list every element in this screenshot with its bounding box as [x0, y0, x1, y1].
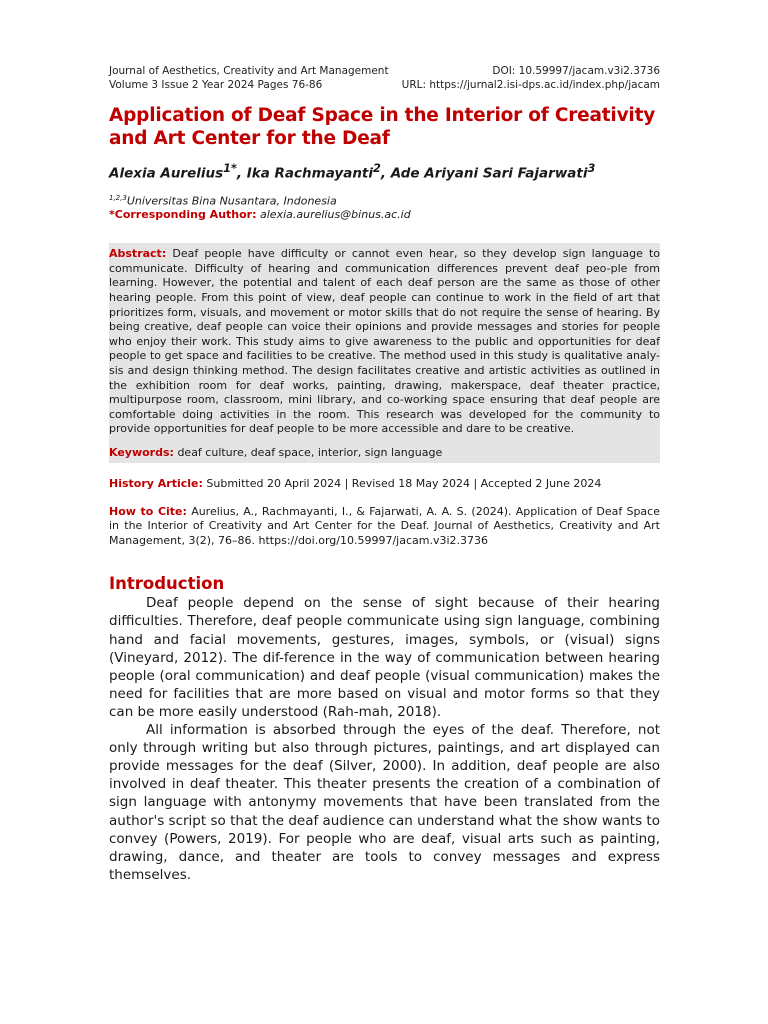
author-1: Alexia Aurelius	[109, 165, 224, 182]
keywords-label: Keywords:	[109, 445, 174, 459]
affiliation-sup: 1,2,3	[109, 193, 127, 202]
corresponding-email: alexia.aurelius@binus.ac.id	[260, 208, 411, 222]
corresponding-author	[109, 208, 660, 222]
issue-info: Volume 3 Issue 2 Year 2024 Pages 76-86	[109, 79, 323, 91]
corresponding-label: *Corresponding Author:	[109, 208, 257, 222]
journal-url: URL: https://jurnal2.isi-dps.ac.id/index.php/jacam	[401, 79, 660, 91]
author-2: Ika Rachmayanti	[246, 165, 374, 182]
history-text: Submitted 20 April 2024 | Revised 18 May 2024 | Accepted 2 June 2024	[206, 476, 602, 490]
abstract-box	[109, 243, 660, 463]
article-history	[109, 477, 660, 491]
author-list: Alexia Aurelius$^{1*}$, Ika Rachmayanti$^2$, Ade Ariyani Sari Fajarwati$^3$	[109, 162, 596, 182]
history-label: History Article:	[109, 476, 203, 490]
affiliation	[109, 191, 660, 209]
section-heading-introduction: Introduction	[109, 574, 225, 594]
cite-text: Aurelius, A., Rachmayanti, I., & Fajarwati, A. A. S. (2024). Application of Deaf Space in the Interior of Creativity and Art Center for the Deaf. Journal of Aesthetics, Creativity and Art Management, 3(2), 76–86. https://doi.org/10.59997/jacam.v3i2.3736	[109, 504, 660, 547]
cite-label: How to Cite:	[109, 504, 187, 518]
doi: DOI: 10.59997/jacam.v3i2.3736	[492, 65, 660, 77]
intro-paragraph-2: All information is absorbed through the eyes of the deaf. Therefore, not only through writing but also through pictures, paintings, and art displayed can provide messages for the deaf (Silver, 2000). In addition, deaf people are also involved in deaf theater. This theater presents the creation of a combination of sign language with antonymy movements that have been translated from the author's script so that the deaf audience can understand what the show wants to convey (Powers, 2019). For people who are deaf, visual arts such as painting, drawing, dance, and theater are tools to convey messages and express themselves.	[109, 722, 660, 883]
paper-page	[109, 64, 660, 884]
abstract	[109, 247, 660, 437]
keywords	[109, 446, 660, 460]
intro-paragraph-1: Deaf people depend on the sense of sight because of their hearing difficulties. Therefore, deaf people communicate using sign language, combining hand and facial movements, gestures, images, symbols, or (visual) signs (Vineyard, 2012). The dif-ference in the way of communication between hearing people (oral communication) and deaf people (visual communication) makes the need for facilities that are more based on visual and motor forms so that they can be more easily understood (Rah-mah, 2018).	[109, 595, 660, 720]
abstract-text: Deaf people have difficulty or cannot even hear, so they develop sign language to communicate. Difficulty of hearing and communication differences prevent deaf peo-ple from learning. However, the potential and talent of each deaf person are the same as those of other hearing people. From this point of view, deaf people can continue to work in the field of art that prioritizes form, visuals, and movement or motor skills that do not require the sense of hearing. By being creative, deaf people can voice their opinions and provide messages and stories for people who enjoy their work. This study aims to give awareness to the public and opportunities for deaf people to get space and facilities to be creative. The method used in this study is qualitative analy-sis and design thinking method. The design facilitates creative and artistic activities as outlined in the exhibition room for deaf works, painting, drawing, makerspace, deaf theater practice, multipurpose room, classroom, mini library, and co-working space ensuring that deaf people are comfortable doing activities in the room. This research was developed for the community to provide opportunities for deaf people to be more accessible and dare to be creative.	[109, 247, 660, 436]
affiliation-text: Universitas Bina Nusantara, Indonesia	[126, 194, 337, 208]
author-2-sup: 2	[373, 162, 381, 175]
paper-title: Application of Deaf Space in the Interior of Creativity and Art Center for the Deaf	[109, 105, 656, 149]
author-3-sup: 3	[587, 162, 596, 175]
author-1-sup: 1*	[223, 162, 237, 175]
abstract-label: Abstract:	[109, 247, 167, 261]
header-right	[402, 64, 660, 92]
header-left	[109, 64, 389, 92]
journal-name: Journal of Aesthetics, Creativity and Art Management	[109, 65, 389, 77]
how-to-cite	[109, 505, 660, 549]
keywords-text: deaf culture, deaf space, interior, sign language	[177, 445, 443, 459]
author-3: Ade Ariyani Sari Fajarwati	[390, 165, 588, 182]
page-header	[109, 64, 660, 92]
